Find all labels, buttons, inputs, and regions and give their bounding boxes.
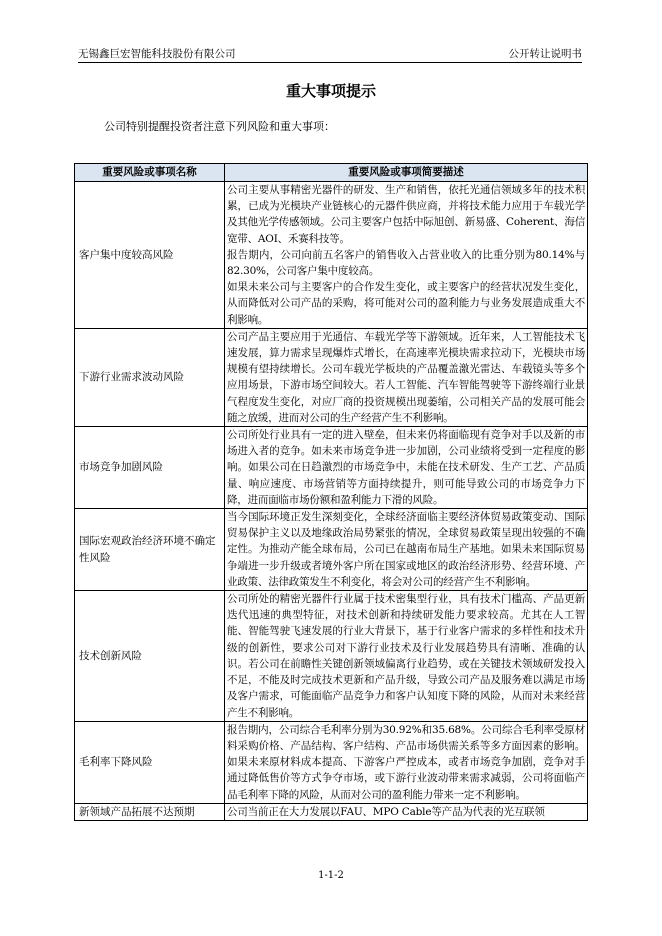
risk-paragraph: 公司当前正在大力发展以FAU、MPO Cable等产品为代表的光互联领 [227,805,545,818]
risk-description [225,591,588,722]
risk-name: 下游行业需求波动风险 [75,328,225,426]
risk-description [225,509,588,591]
risk-description [225,328,588,426]
page-title: 重大事项提示 [285,82,376,100]
header-document-type: 公开转让说明书 [508,48,582,60]
table-header-row [75,164,588,182]
table-row [75,509,588,591]
risk-name: 国际宏观政治经济环境不确定性风险 [75,509,225,591]
risk-description [225,721,588,803]
table-row [75,591,588,722]
risk-name: 客户集中度较高风险 [75,182,225,329]
risk-name-text: 新领域产品拓展不达预期 [79,805,195,818]
risk-paragraph: 公司产品主要应用于光通信、车载光学等下游领域。近年来，人工智能技术飞速发展，算力需求呈现爆炸式增长，在高速率光模块需求拉动下，光模块市场规模有望持续增长。公司车载光学板块的产品覆盖激光雷达、车载镜头等多个应用场景，下游市场空间较大。若人工智能、汽车智能驾驶等下游终端行业景气程度发生变化，对应厂商的投资规模出现萎缩，公司相关产品的发展可能会随之放缓，进而对公司的生产经营产生不利影响。 [227,330,585,424]
risk-paragraph: 报告期内，公司向前五名客户的销售收入占营业收入的比重分别为80.14%与82.30%，公司客户集中度较高。 [227,248,585,278]
intro-text: 公司特别提醒投资者注意下列风险和重大事项： [104,120,335,133]
header-risk-name: 重要风险或事项名称 [75,164,225,182]
risk-paragraph: 如果未来公司与主要客户的合作发生变化，或主要客户的经营状况发生变化，从而降低对公司产品的采购，将可能对公司的盈利能力与业务发展造成重大不利影响。 [227,281,585,326]
risk-paragraph: 公司主要从事精密光器件的研发、生产和销售，依托光通信领域多年的技术积累，已成为光模块产业链核心的元器件供应商，并将技术能力应用于车载光学及其他光学传感领域。公司主要客户包括中际旭创、新易盛、Coherent、海信宽带、AOI、禾赛科技等。 [227,184,585,245]
risk-table [74,163,588,821]
page-number: 1-1-2 [318,870,344,881]
table-row [75,182,588,329]
table-row [75,721,588,803]
risk-paragraph: 当今国际环境正发生深刻变化，全球经济面临主要经济体贸易政策变动、国际贸易保护主义以及地缘政治局势紧张的情况，全球贸易政策呈现出较强的不确定性。为推动产能全球布局，公司已在越南布局生产基地。如果未来国际贸易争端进一步升级或者境外客户所在国家或地区的政治经济形势、经营环境、产业政策、法律政策发生不利变化，将会对公司的经营产生不利影响。 [227,511,585,588]
table-row [75,427,588,509]
risk-name: 技术创新风险 [75,591,225,722]
header-risk-description: 重要风险或事项简要描述 [225,164,588,182]
risk-name [75,803,225,820]
risk-description [225,182,588,329]
risk-paragraph: 公司所处行业具有一定的进入壁垒，但未来仍将面临现有竞争对手以及新的市场进入者的竞争。如未来市场竞争进一步加剧，公司业绩将受到一定程度的影响。如果公司在日趋激烈的市场竞争中，未能在技术研发、生产工艺、产品质量、响应速度、市场营销等方面持续提升，则可能导致公司的市场竞争力下降，进而面临市场份额和盈利能力下滑的风险。 [227,429,585,506]
risk-name: 毛利率下降风险 [75,721,225,803]
risk-description [225,803,588,820]
header-company-name: 无锡鑫巨宏智能科技股份有限公司 [78,48,236,60]
page-header [78,44,582,63]
table-row [75,803,588,820]
risk-paragraph: 公司所处的精密光器件行业属于技术密集型行业，具有技术门槛高、产品更新迭代迅速的典型特征，对技术创新和持续研发能力要求较高。尤其在人工智能、智能驾驶飞速发展的行业大背景下，基于行业客户需求的多样性和技术升级的创新性，要求公司对下游行业技术及行业发展趋势具有清晰、准确的认识。若公司在前瞻性关键创新领域偏离行业趋势，或在关键技术领域研发投入不足，不能及时完成技术更新和产品升级，导致公司产品及服务难以满足市场及客户需求，可能面临产品竞争力和客户认知度下降的风险，从而对未来经营产生不利影响。 [227,593,585,719]
table-row [75,328,588,426]
risk-description [225,427,588,509]
risk-name: 市场竞争加剧风险 [75,427,225,509]
risk-paragraph: 报告期内，公司综合毛利率分别为30.92%和35.68%。公司综合毛利率受原材料采购价格、产品结构、客户结构、产品市场供需关系等多方面因素的影响。如果未来原材料成本提高、下游客户严控成本，或者市场竞争加剧，竞争对手通过降低售价等方式争夺市场，或下游行业波动带来需求减弱，公司将面临产品毛利率下降的风险，从而对公司的盈利能力带来一定不利影响。 [227,723,585,801]
